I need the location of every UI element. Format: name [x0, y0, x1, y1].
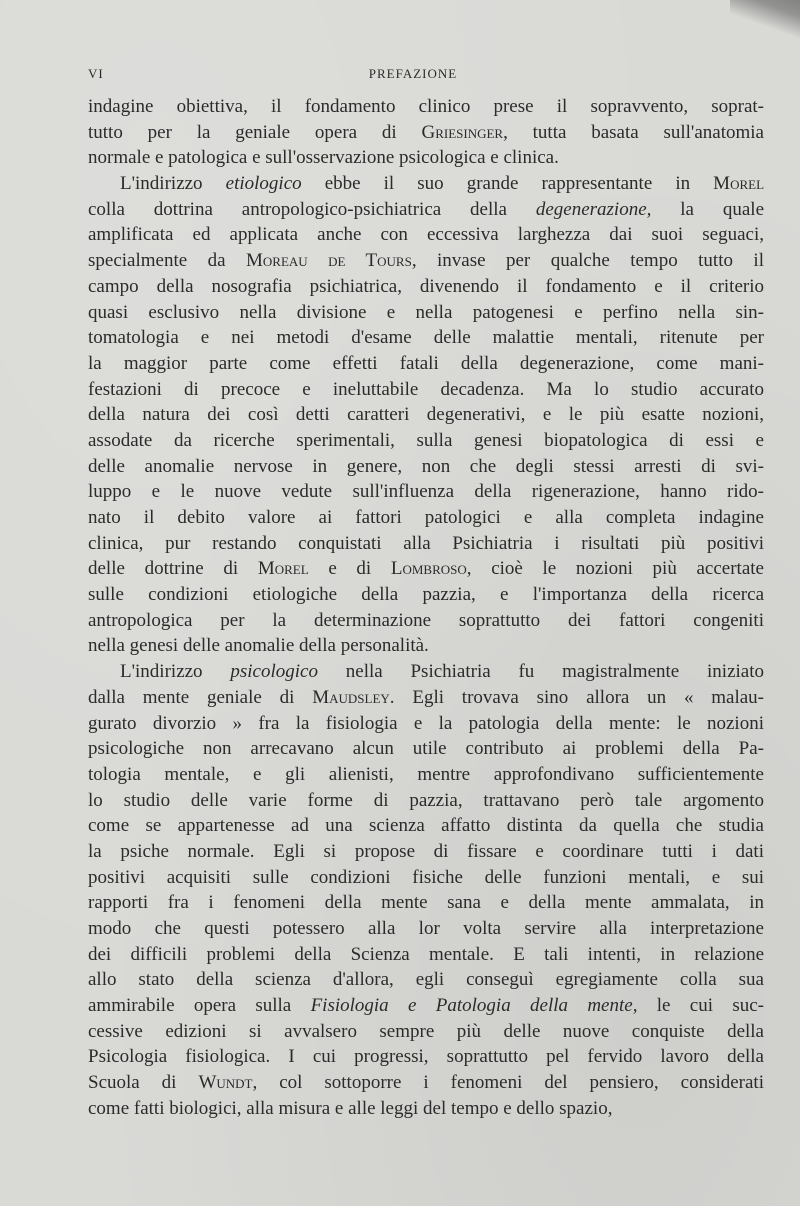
text-run: nella genesi delle anomalie della personalità.	[88, 635, 429, 657]
text-run: ammirabile opera sulla	[88, 995, 311, 1017]
text-run: dei difficili problemi della Scienza mentale. E tali intenti, in relazione	[88, 943, 764, 965]
text-line	[88, 377, 764, 403]
text-run: luppo e le nuove vedute sull'influenza della rigenerazione, hanno rido-	[88, 481, 764, 503]
text-line	[88, 736, 764, 762]
italic-term: degenerazione,	[535, 198, 652, 220]
text-run: , tutta basata sull'anatomia	[503, 121, 764, 143]
text-run: rapporti fra i fenomeni della mente sana e della mente ammalata, in	[88, 892, 764, 914]
text-run: colla dottrina antropologico-psichiatrica della	[88, 198, 536, 220]
italic-term: psicologico	[230, 661, 318, 683]
text-line	[88, 274, 764, 300]
text-line	[88, 633, 764, 659]
text-line	[88, 762, 764, 788]
text-line	[88, 608, 764, 634]
text-run: come se appartenesse ad una scienza affatto distinta da quella che studia	[88, 815, 764, 837]
text-run: tutto per la geniale opera di	[88, 121, 422, 143]
text-run: , col sottoporre i fenomeni del pensiero, considerati	[252, 1072, 764, 1094]
author-name: Lombroso	[390, 558, 467, 580]
text-line	[88, 145, 764, 171]
text-line	[88, 505, 764, 531]
text-run: tomatologia e nei metodi d'esame delle malattie mentali, ritenute per	[88, 327, 764, 349]
text-run: L'indirizzo	[120, 173, 226, 195]
text-run: delle anomalie nervose in genere, non che degli stessi arresti di svi-	[88, 455, 764, 477]
text-run: L'indirizzo	[120, 661, 231, 683]
italic-term: etiologico	[225, 173, 302, 195]
text-line	[88, 1070, 764, 1096]
text-run: positivi acquisiti sulle condizioni fisiche delle funzioni mentali, e sui	[88, 866, 764, 888]
text-run: nato il debito valore ai fattori patologici e alla completa indagine	[88, 507, 764, 528]
text-line	[88, 685, 764, 711]
text-run: quasi esclusivo nella divisione e nella patogenesi e perfino nella sin-	[88, 301, 764, 323]
author-name: Morel	[257, 558, 309, 580]
text-run: festazioni di precoce e ineluttabile decadenza. Ma lo studio accurato	[88, 378, 764, 400]
text-line	[88, 300, 764, 326]
author-name: Griesinger	[421, 121, 504, 143]
text-line	[88, 402, 764, 428]
text-line	[88, 120, 764, 146]
text-run: indagine obiettiva, il fondamento clinico prese il sopravvento, soprat-	[88, 96, 764, 117]
author-name: Maudsley	[312, 686, 390, 708]
running-head	[88, 66, 738, 84]
text-line	[88, 1044, 764, 1070]
text-run: Psicologia fisiologica. I cui progressi, soprattutto pel fervido lavoro della	[88, 1046, 764, 1068]
text-run: amplificata ed applicata anche con eccessiva larghezza dai suoi seguaci,	[88, 224, 764, 246]
text-line	[88, 967, 764, 993]
text-line	[88, 865, 764, 891]
author-name: Wundt	[198, 1072, 253, 1094]
text-line	[88, 351, 764, 377]
text-run: dalla mente geniale di	[88, 686, 313, 708]
running-title: PREFAZIONE	[368, 66, 458, 81]
text-run: . Egli trovava sino allora un « malau-	[389, 686, 764, 708]
text-run: della natura dei così detti caratteri degenerativi, e le più esatte nozioni,	[88, 404, 764, 426]
text-line	[88, 890, 764, 916]
text-run: sulle condizioni etiologiche della pazzia, e l'importanza della ricerca	[88, 584, 764, 606]
text-run: come fatti biologici, alla misura e alle leggi del tempo e dello spazio,	[88, 1097, 613, 1119]
text-line	[88, 222, 764, 248]
page-number: VI	[88, 66, 104, 81]
text-run: normale e patologica e sull'osservazione psicologica e clinica.	[88, 147, 559, 169]
text-line	[88, 839, 764, 865]
text-run: , cioè le nozioni più accertate	[466, 558, 764, 580]
text-run: assodate da ricerche sperimentali, sulla genesi biopatologica di essi e	[88, 429, 764, 451]
text-run: tologia mentale, e gli alienisti, mentre approfondivano sufficientemente	[88, 763, 764, 785]
text-run: delle dottrine di	[88, 558, 258, 580]
italic-term: Fisiologia e Patologia della mente,	[310, 995, 638, 1017]
text-line	[88, 942, 764, 968]
text-line	[88, 94, 764, 120]
text-line	[88, 659, 764, 685]
text-line	[88, 556, 764, 582]
text-line	[88, 1096, 764, 1122]
text-line	[88, 171, 764, 197]
text-run: clinica, pur restando conquistati alla Psichiatria i risultati più positivi	[88, 532, 764, 554]
page-corner-shadow	[730, 0, 800, 40]
text-run: le cui suc-	[637, 995, 764, 1017]
text-run: antropologica per la determinazione soprattutto dei fattori congeniti	[88, 609, 764, 631]
text-run: e di	[308, 558, 391, 580]
text-run: ebbe il suo grande rappresentante in	[301, 173, 714, 195]
text-line	[88, 813, 764, 839]
text-run: allo stato della scienza d'allora, egli conseguì egregiamente colla sua	[88, 969, 764, 991]
text-line	[88, 1019, 764, 1045]
author-name: Morel	[713, 173, 765, 195]
text-run: la psiche normale. Egli si propose di fissare e coordinare tutti i dati	[88, 840, 764, 862]
text-line	[88, 325, 764, 351]
text-run: psicologiche non arrecavano alcun utile contributo ai problemi della Pa-	[88, 738, 764, 760]
text-line	[88, 454, 764, 480]
text-line	[88, 916, 764, 942]
text-run: Scuola di	[88, 1072, 199, 1094]
text-run: campo della nosografia psichiatrica, divenendo il fondamento e il criterio	[88, 275, 764, 297]
text-line	[88, 711, 764, 737]
text-run: , invase per qualche tempo tutto il	[411, 250, 764, 272]
text-line	[88, 428, 764, 454]
text-line	[88, 582, 764, 608]
text-line	[88, 993, 764, 1019]
text-run: cessive edizioni si avvalsero sempre più delle nuove conquiste della	[88, 1020, 764, 1042]
text-line	[88, 197, 764, 223]
text-line	[88, 531, 764, 557]
text-run: modo che questi potessero alla lor volta servire alla interpretazione	[88, 918, 764, 939]
body-text	[88, 94, 764, 1122]
text-line	[88, 479, 764, 505]
text-run: la quale	[651, 198, 764, 220]
text-run: nella Psichiatria fu magistralmente iniziato	[317, 661, 765, 683]
text-run: gurato divorzio » fra la fisiologia e la patologia della mente: le nozioni	[88, 712, 764, 734]
text-run: lo studio delle varie forme di pazzia, trattavano però tale argomento	[88, 789, 764, 811]
text-run: la maggior parte come effetti fatali della degenerazione, come mani-	[88, 352, 764, 374]
author-name: Moreau de Tours	[246, 250, 412, 272]
text-run: specialmente da	[88, 250, 246, 272]
text-line	[88, 248, 764, 274]
text-line	[88, 788, 764, 814]
